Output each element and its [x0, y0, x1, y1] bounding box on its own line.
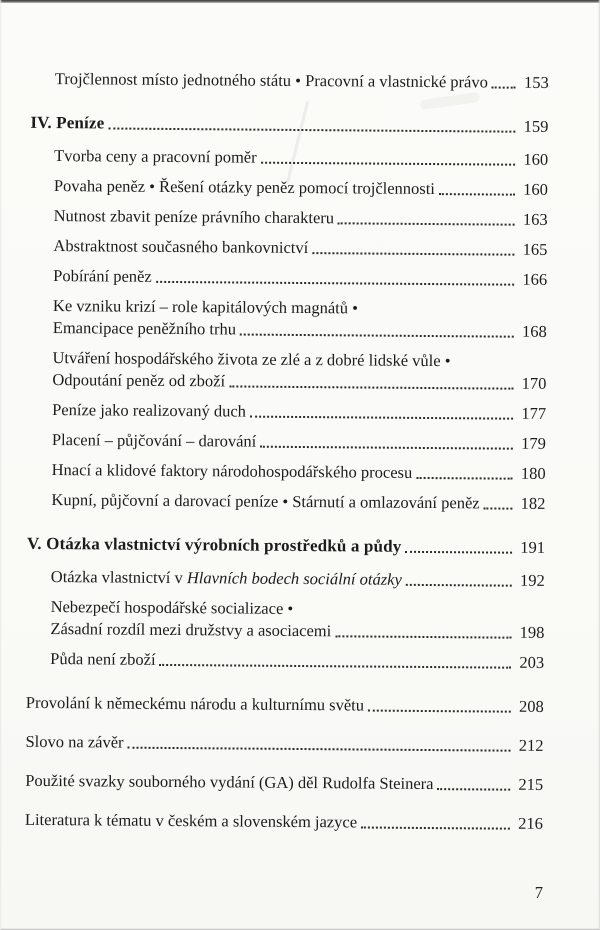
toc-entry-line	[25, 731, 543, 757]
toc-entry	[30, 175, 548, 201]
toc-entry-line	[51, 489, 545, 515]
toc-entry-page: 215	[518, 774, 544, 794]
toc-text-segment: Trojčlennost místo jednotného státu • Pracovní a vlastnické právo	[54, 69, 489, 92]
toc-entry	[30, 145, 548, 171]
toc-entry-line	[25, 770, 543, 796]
toc-entry	[27, 489, 545, 515]
toc-entry	[28, 399, 546, 425]
dot-leader	[240, 334, 514, 338]
toc-entry-page: 159	[523, 116, 549, 136]
toc-entry	[25, 809, 543, 835]
toc-entry-title	[52, 399, 246, 423]
toc-text-segment: Otázka vlastnictví v	[50, 567, 188, 588]
toc-entry-line	[51, 566, 545, 592]
toc-entry-page: 153	[523, 72, 549, 92]
toc-entry-line	[27, 533, 545, 559]
toc-entry-line	[52, 369, 546, 395]
toc-entry-title	[53, 265, 152, 288]
toc-text-segment: Odpoutání peněz od zboží	[52, 370, 226, 391]
toc-entry	[29, 235, 547, 261]
toc-entry-line	[54, 205, 548, 231]
toc-entry-page: 198	[519, 622, 545, 642]
toc-entry	[31, 68, 549, 94]
dot-leader	[260, 446, 513, 450]
toc-text-segment: Provolání k německému národu a kulturnímu světu	[25, 692, 365, 715]
toc-entry-title	[55, 68, 488, 93]
toc-entry	[28, 459, 546, 485]
toc-text-segment: Povaha peněz • Řešení otázky peněz pomocí trojčlennosti	[53, 176, 436, 199]
toc-text-segment: Slovo na závěr	[25, 731, 124, 752]
toc-entry-page: 203	[519, 652, 545, 672]
dot-leader	[492, 86, 516, 88]
toc-text-segment: Hlavních bodech sociální otázky	[186, 568, 402, 589]
toc-entry	[28, 429, 546, 455]
toc-entry	[29, 295, 547, 343]
dot-leader	[406, 584, 512, 587]
toc-text-segment: Placení – půjčování – darování	[51, 430, 257, 451]
toc-text-segment: Nebezpečí hospodářské socializace •	[50, 597, 294, 618]
toc-entry-line	[55, 68, 549, 94]
dot-leader	[405, 551, 512, 554]
toc-entry-title	[50, 618, 331, 642]
toc-entry-title	[52, 369, 225, 392]
toc-text-segment: Použité svazky souborného vydání (GA) děl Rudolfa Steinera	[25, 770, 434, 794]
toc-entry	[25, 770, 543, 796]
toc-entry-title	[53, 295, 358, 319]
toc-entry-line	[53, 235, 547, 261]
toc-entry-title	[54, 145, 257, 169]
page-number: 7	[534, 883, 543, 902]
toc-entry-page: 212	[518, 735, 544, 755]
toc-entry-page: 208	[519, 696, 544, 716]
toc-entry-line	[53, 265, 547, 291]
toc-entry-title	[27, 533, 402, 558]
toc-text-segment: Kupní, půjčovní a darovací peníze • Stárnutí a omlazování peněz	[51, 490, 480, 513]
toc-entry	[27, 566, 545, 592]
toc-entry	[26, 692, 544, 718]
toc-entry	[29, 265, 547, 291]
toc-entry-page: 163	[522, 209, 548, 229]
toc-entry-title	[51, 596, 294, 620]
dot-leader	[368, 710, 511, 713]
scan-edge-top	[0, 0, 600, 3]
toc-entry-title	[26, 692, 364, 717]
toc-text-segment: Abstraktnost současného bankovnictví	[53, 236, 309, 258]
toc-text-segment: Půda není zboží	[50, 649, 156, 669]
toc-entry-line	[52, 429, 546, 455]
dot-leader	[156, 281, 514, 286]
toc-entry-line	[52, 399, 546, 425]
toc-entry-title	[50, 648, 156, 671]
toc-text-segment: Emancipace peněžního trhu	[52, 318, 237, 339]
toc-entry-page: 160	[523, 179, 548, 199]
dot-leader	[335, 635, 511, 638]
toc-entry-line	[52, 459, 546, 485]
toc-entry-line	[54, 175, 548, 201]
toc-entry-page: 177	[521, 403, 547, 423]
toc-entry-page: 180	[520, 463, 546, 483]
toc-entry-line	[50, 648, 544, 674]
dot-leader	[108, 127, 515, 132]
toc-entry-title	[25, 770, 433, 795]
toc-entry-line	[53, 317, 547, 343]
dot-leader	[250, 416, 513, 420]
dot-leader	[338, 222, 515, 225]
toc-list	[25, 68, 549, 835]
dot-leader	[160, 664, 512, 669]
dot-leader	[484, 507, 513, 509]
toc-entry-page: 170	[521, 373, 547, 393]
toc-entry-page: 166	[522, 269, 548, 289]
toc-entry-title	[25, 731, 123, 754]
toc-entry	[30, 112, 548, 138]
toc-entry-title	[53, 317, 236, 340]
toc-entry-line	[54, 145, 548, 171]
toc-text-segment: Ke vzniku krizí – role kapitálových magnátů •	[52, 296, 359, 318]
toc-text-segment: Tvorba ceny a pracovní poměr	[54, 146, 257, 167]
toc-entry-title	[51, 566, 402, 591]
toc-entry-page: 179	[521, 433, 546, 453]
toc-entry	[26, 648, 544, 674]
dot-leader	[229, 385, 513, 389]
toc-text-segment: Literatura k tématu v českém a slovenském jazyce	[24, 809, 358, 832]
toc-entry-page: 191	[520, 537, 546, 557]
toc-entry-title	[52, 347, 450, 372]
toc-entry-title	[54, 205, 335, 229]
toc-entry-line	[25, 809, 543, 835]
toc-entry	[27, 533, 545, 559]
toc-entry-title	[52, 429, 257, 453]
toc-entry	[28, 347, 546, 395]
toc-entry	[25, 731, 543, 757]
toc-entry-line	[30, 112, 548, 138]
toc-text-segment: V. Otázka vlastnictví výrobních prostředků a půdy	[27, 533, 402, 556]
toc-text-segment: Hnací a klidové faktory národohospodářského procesu	[51, 460, 413, 482]
toc-entry-page: 160	[523, 149, 549, 169]
dot-leader	[312, 252, 514, 256]
toc-entry-title	[51, 489, 479, 514]
dot-leader	[261, 162, 516, 166]
toc-entry-page: 192	[520, 570, 545, 590]
dot-leader	[361, 826, 510, 829]
toc-entry-title	[54, 175, 435, 200]
dot-leader	[439, 193, 515, 196]
dot-leader	[416, 477, 512, 480]
toc-entry-title	[30, 112, 104, 135]
toc-entry-line	[26, 692, 544, 718]
toc-entry-title	[25, 809, 357, 834]
toc-text-segment: Utváření hospodářského života ze zlé a z dobré lidské vůle •	[52, 348, 451, 371]
toc-entry-page: 216	[518, 813, 543, 833]
toc-entry-title	[52, 459, 413, 484]
scan-edge-left	[0, 0, 2, 930]
toc-entry	[26, 596, 544, 644]
dot-leader	[437, 788, 510, 791]
toc-entry-line	[50, 618, 544, 644]
toc-text-segment: Nutnost zbavit peníze právního charakteru	[53, 206, 335, 228]
toc-entry-title	[53, 235, 308, 259]
toc-text-segment: Zásadní rozdíl mezi družstvy a asociacemi	[50, 619, 332, 641]
toc-entry-page: 168	[521, 321, 547, 341]
toc-text-segment: Peníze jako realizovaný duch	[52, 400, 247, 421]
toc-text-segment: IV. Peníze	[30, 112, 105, 133]
toc-text-segment: Pobírání peněz	[53, 266, 152, 286]
toc-entry	[30, 205, 548, 231]
dot-leader	[128, 747, 511, 752]
toc-entry-page: 165	[522, 239, 548, 259]
toc-entry-page: 182	[520, 493, 546, 513]
